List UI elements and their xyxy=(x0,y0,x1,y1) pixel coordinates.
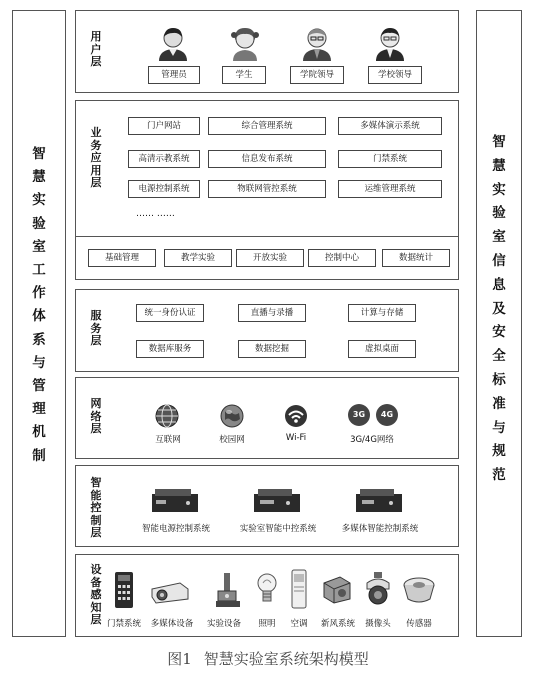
title-char: 能 xyxy=(90,488,102,502)
user-layer xyxy=(75,10,459,93)
right-char: 安 xyxy=(492,324,506,341)
business-separator xyxy=(76,236,458,237)
title-char: 控 xyxy=(90,501,102,514)
business-info-publish-box: 信息发布系统 xyxy=(208,150,326,168)
power-controller-device-icon xyxy=(150,486,200,516)
control-power-label: 智能电源控制系统 xyxy=(141,524,210,534)
title-char: 层 xyxy=(90,176,102,189)
title-char: 备 xyxy=(90,575,102,589)
left-char: 智 xyxy=(32,146,46,162)
left-char: 系 xyxy=(32,331,46,348)
left-char: 工 xyxy=(32,262,46,279)
left-char: 管 xyxy=(32,378,46,395)
student-avatar-icon xyxy=(228,25,262,61)
title-char: 感 xyxy=(90,588,102,601)
sensor-icon xyxy=(402,575,436,605)
right-char: 实 xyxy=(492,181,506,198)
left-char: 作 xyxy=(32,285,46,302)
fresh-air-unit-icon xyxy=(320,573,354,607)
device-layer xyxy=(75,554,459,637)
control-multimedia-label: 多媒体智能控制系统 xyxy=(341,524,419,534)
business-layer xyxy=(75,100,459,280)
right-char: 范 xyxy=(492,467,506,484)
service-compute-storage-box: 计算与存储 xyxy=(348,304,416,322)
business-portal-box: 门户网站 xyxy=(128,117,200,135)
4g-icon: 4G xyxy=(376,404,398,426)
business-iot-control-box: 物联网管控系统 xyxy=(208,180,326,198)
title-char: 用 xyxy=(90,30,102,43)
network-3g4g-label: 3G/4G网络 xyxy=(350,435,394,445)
service-layer xyxy=(75,289,459,372)
title-char: 户 xyxy=(90,42,102,56)
title-char: 知 xyxy=(90,600,102,614)
device-lab-equipment-label: 实验设备 xyxy=(206,619,241,629)
title-char: 制 xyxy=(90,513,102,527)
device-sensor-label: 传感器 xyxy=(406,619,432,629)
user-admin-label: 管理员 xyxy=(148,66,200,84)
service-layer-title xyxy=(84,310,108,348)
business-multimedia-demo-box: 多媒体演示系统 xyxy=(338,117,442,135)
user-school-leader-label: 学校领导 xyxy=(368,66,422,84)
user-college-leader-label: 学院领导 xyxy=(290,66,344,84)
right-char: 与 xyxy=(492,419,506,436)
access-keypad-icon xyxy=(114,571,134,609)
user-layer-title xyxy=(84,31,108,69)
left-char: 慧 xyxy=(32,169,46,186)
title-char: 层 xyxy=(90,55,102,68)
campus-network-globe-icon xyxy=(220,404,244,428)
right-char: 室 xyxy=(492,229,506,246)
light-bulb-icon xyxy=(256,571,278,607)
control-layer-title xyxy=(84,477,108,540)
network-internet-label: 互联网 xyxy=(155,435,181,445)
school-leader-avatar-icon xyxy=(373,25,407,61)
right-char: 慧 xyxy=(492,157,506,174)
lab-equipment-icon xyxy=(214,571,242,609)
figure-title: 智慧实验室系统架构模型 xyxy=(203,650,369,668)
business-access-control-box: 门禁系统 xyxy=(338,150,442,168)
left-char: 理 xyxy=(32,401,46,418)
right-char: 智 xyxy=(492,134,506,150)
user-student-label: 学生 xyxy=(222,66,266,84)
3g-icon: 3G xyxy=(348,404,370,426)
right-panel-text xyxy=(477,131,521,488)
device-camera-label: 摄像头 xyxy=(365,619,391,629)
control-layer xyxy=(75,465,459,547)
left-panel-text xyxy=(13,143,65,468)
network-layer xyxy=(75,377,459,459)
business-control-center-box: 控制中心 xyxy=(308,249,376,267)
device-fresh-air-label: 新风系统 xyxy=(320,619,355,629)
title-char: 用 xyxy=(90,163,102,177)
network-campus-label: 校园网 xyxy=(219,435,245,445)
right-char: 息 xyxy=(492,276,506,293)
business-integrated-management-box: 综合管理系统 xyxy=(208,117,326,135)
control-central-label: 实验室智能中控系统 xyxy=(239,524,317,534)
projector-icon xyxy=(150,579,190,605)
network-wifi-label: Wi-Fi xyxy=(285,433,307,443)
service-data-mining-box: 数据挖掘 xyxy=(238,340,306,358)
right-char: 准 xyxy=(492,395,506,412)
business-ellipsis: …… …… xyxy=(136,209,175,219)
title-char: 层 xyxy=(90,422,102,435)
left-char: 室 xyxy=(32,238,46,255)
title-char: 应 xyxy=(90,151,102,164)
business-layer-title xyxy=(84,127,108,190)
service-database-box: 数据库服务 xyxy=(136,340,204,358)
right-side-panel xyxy=(476,10,522,637)
left-char: 验 xyxy=(32,215,46,232)
right-char: 全 xyxy=(492,348,506,365)
right-char: 及 xyxy=(492,300,506,317)
left-char: 实 xyxy=(32,192,46,209)
title-char: 服 xyxy=(90,309,102,322)
title-char: 智 xyxy=(90,476,102,489)
service-unified-auth-box: 统一身份认证 xyxy=(136,304,204,322)
title-char: 层 xyxy=(90,334,102,347)
central-controller-device-icon xyxy=(252,486,302,516)
title-char: 层 xyxy=(90,613,102,626)
title-char: 层 xyxy=(90,526,102,539)
business-ops-management-box: 运维管理系统 xyxy=(338,180,442,198)
figure-number: 图1 xyxy=(167,650,192,668)
right-char: 信 xyxy=(492,252,506,269)
figure-caption xyxy=(0,648,536,669)
title-char: 网 xyxy=(90,397,102,410)
right-char: 验 xyxy=(492,205,506,222)
right-char: 规 xyxy=(492,443,506,460)
business-hd-teaching-box: 高清示教系统 xyxy=(128,150,200,168)
left-char: 制 xyxy=(32,447,46,464)
internet-globe-icon xyxy=(155,404,179,428)
business-power-control-box: 电源控制系统 xyxy=(128,180,200,198)
left-char: 与 xyxy=(32,354,46,371)
device-ac-label: 空调 xyxy=(290,619,308,629)
title-char: 络 xyxy=(90,409,102,423)
device-lighting-label: 照明 xyxy=(258,619,276,629)
title-char: 设 xyxy=(90,563,102,576)
left-side-panel xyxy=(12,10,66,637)
left-char: 机 xyxy=(32,424,46,441)
title-char: 务 xyxy=(90,321,102,335)
business-teaching-experiment-box: 教学实验 xyxy=(164,249,232,267)
device-access-label: 门禁系统 xyxy=(106,619,141,629)
right-char: 标 xyxy=(492,371,506,388)
business-data-statistics-box: 数据统计 xyxy=(382,249,450,267)
multimedia-controller-device-icon xyxy=(354,486,404,516)
wifi-icon xyxy=(284,404,308,428)
title-char: 务 xyxy=(90,138,102,152)
air-conditioner-icon xyxy=(291,569,307,609)
service-live-recording-box: 直播与录播 xyxy=(238,304,306,322)
admin-avatar-icon xyxy=(156,25,190,61)
device-multimedia-label: 多媒体设备 xyxy=(150,619,194,629)
business-basic-management-box: 基础管理 xyxy=(88,249,156,267)
camera-icon xyxy=(364,571,392,607)
business-open-experiment-box: 开放实验 xyxy=(236,249,304,267)
network-layer-title xyxy=(84,398,108,436)
left-char: 体 xyxy=(32,308,46,325)
title-char: 业 xyxy=(90,126,102,139)
college-leader-avatar-icon xyxy=(300,25,334,61)
service-virtual-desktop-box: 虚拟桌面 xyxy=(348,340,416,358)
